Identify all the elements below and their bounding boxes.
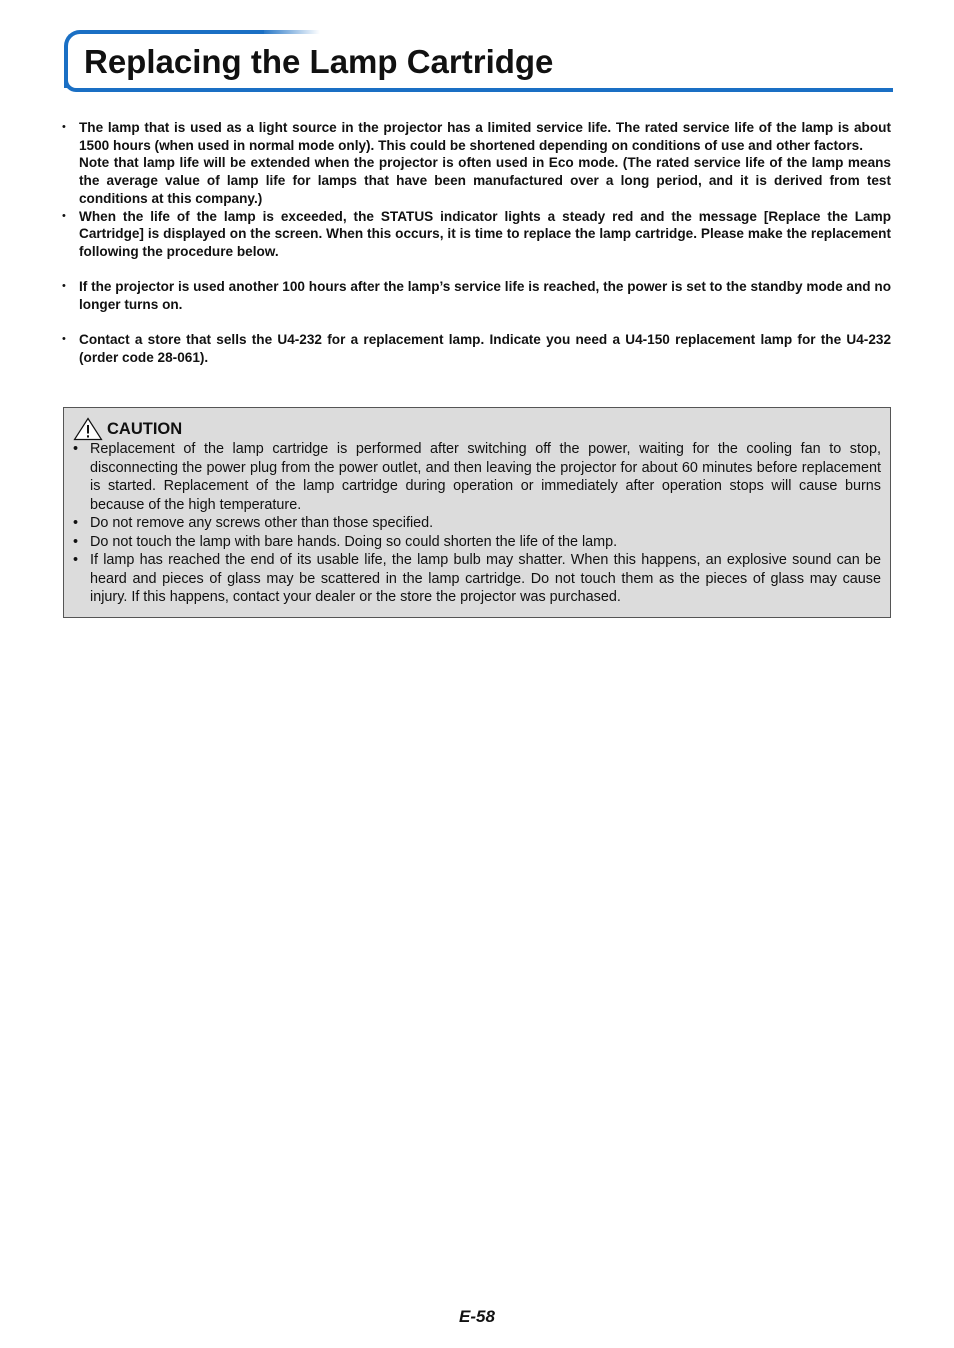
caution-list	[73, 440, 881, 607]
page-number: E-58	[459, 1307, 495, 1326]
caution-header	[73, 417, 182, 441]
bullet: •	[62, 121, 66, 133]
intro-paragraph: Contact a store that sells the U4-232 for a replacement lamp. Indicate you need a U4-150 replacement lamp for the U4-232 (order code 28-061).	[79, 332, 891, 366]
caution-item-text: Do not remove any screws other than those specified.	[90, 515, 434, 531]
caution-item-text: If lamp has reached the end of its usable life, the lamp bulb may shatter. When this happens, an explosive sound can be heard and pieces of glass may be scattered in the lamp cartridge. Do not touch them as the pieces of glass may cause injury. If this happens, contact your dealer or the store the projector was purchased.	[90, 552, 881, 605]
intro-item-replacement-order	[62, 331, 891, 366]
intro-item-lamp-life	[62, 119, 891, 208]
intro-paragraph: The lamp that is used as a light source in the projector has a limited service life. The rated service life of the lamp is about 1500 hours (when used in normal mode only). This could be shortened depending on conditions of use and other factors.	[79, 120, 891, 153]
page-header	[64, 30, 893, 94]
intro-paragraph: When the life of the lamp is exceeded, the STATUS indicator lights a steady red and the message [Replace the Lamp Cartridge] is displayed on the screen. When this occurs, it is time to replace the lamp cartridge. Please make the replacement following the procedure below.	[79, 208, 891, 259]
caution-item	[73, 514, 881, 533]
intro-item-standby	[62, 278, 891, 313]
caution-label: CAUTION	[107, 419, 183, 438]
bullet: •	[73, 552, 79, 568]
intro-paragraph: Note that lamp life will be extended when the projector is often used in Eco mode. (The rated service life of the lamp means the average value of lamp life for lamps that have been manufactured over a long period, and it is derived from test conditions at this company.)	[79, 155, 891, 206]
intro-paragraph: If the projector is used another 100 hours after the lamp’s service life is reached, the power is set to the standby mode and no longer turns on.	[79, 279, 891, 313]
caution-item-text: Do not touch the lamp with bare hands. Doing so could shorten the life of the lamp.	[90, 533, 618, 550]
header-fade-line	[260, 30, 320, 34]
caution-box	[63, 407, 891, 618]
bullet: •	[62, 333, 66, 346]
intro-list	[62, 119, 891, 367]
bullet: •	[73, 515, 79, 531]
bullet: •	[73, 441, 79, 457]
caution-item	[73, 551, 881, 607]
caution-item	[73, 533, 881, 552]
caution-item-text: Replacement of the lamp cartridge is performed after switching off the power, waiting for the cooling fan to stop, disconnecting the power plug from the power outlet, and then leaving the projector for about 60 minutes before replacement is started. Replacement of the lamp cartridge during operation or immediately after operation stops will cause burns because of the high temperature.	[90, 441, 881, 513]
header-rule	[76, 88, 893, 92]
intro-item-status-indicator	[62, 208, 891, 261]
warning-triangle-icon	[73, 417, 103, 441]
caution-item	[73, 440, 881, 514]
bullet: •	[73, 533, 79, 550]
bullet: •	[62, 280, 66, 293]
page-title: Replacing the Lamp Cartridge	[84, 43, 554, 80]
bullet: •	[62, 209, 66, 222]
